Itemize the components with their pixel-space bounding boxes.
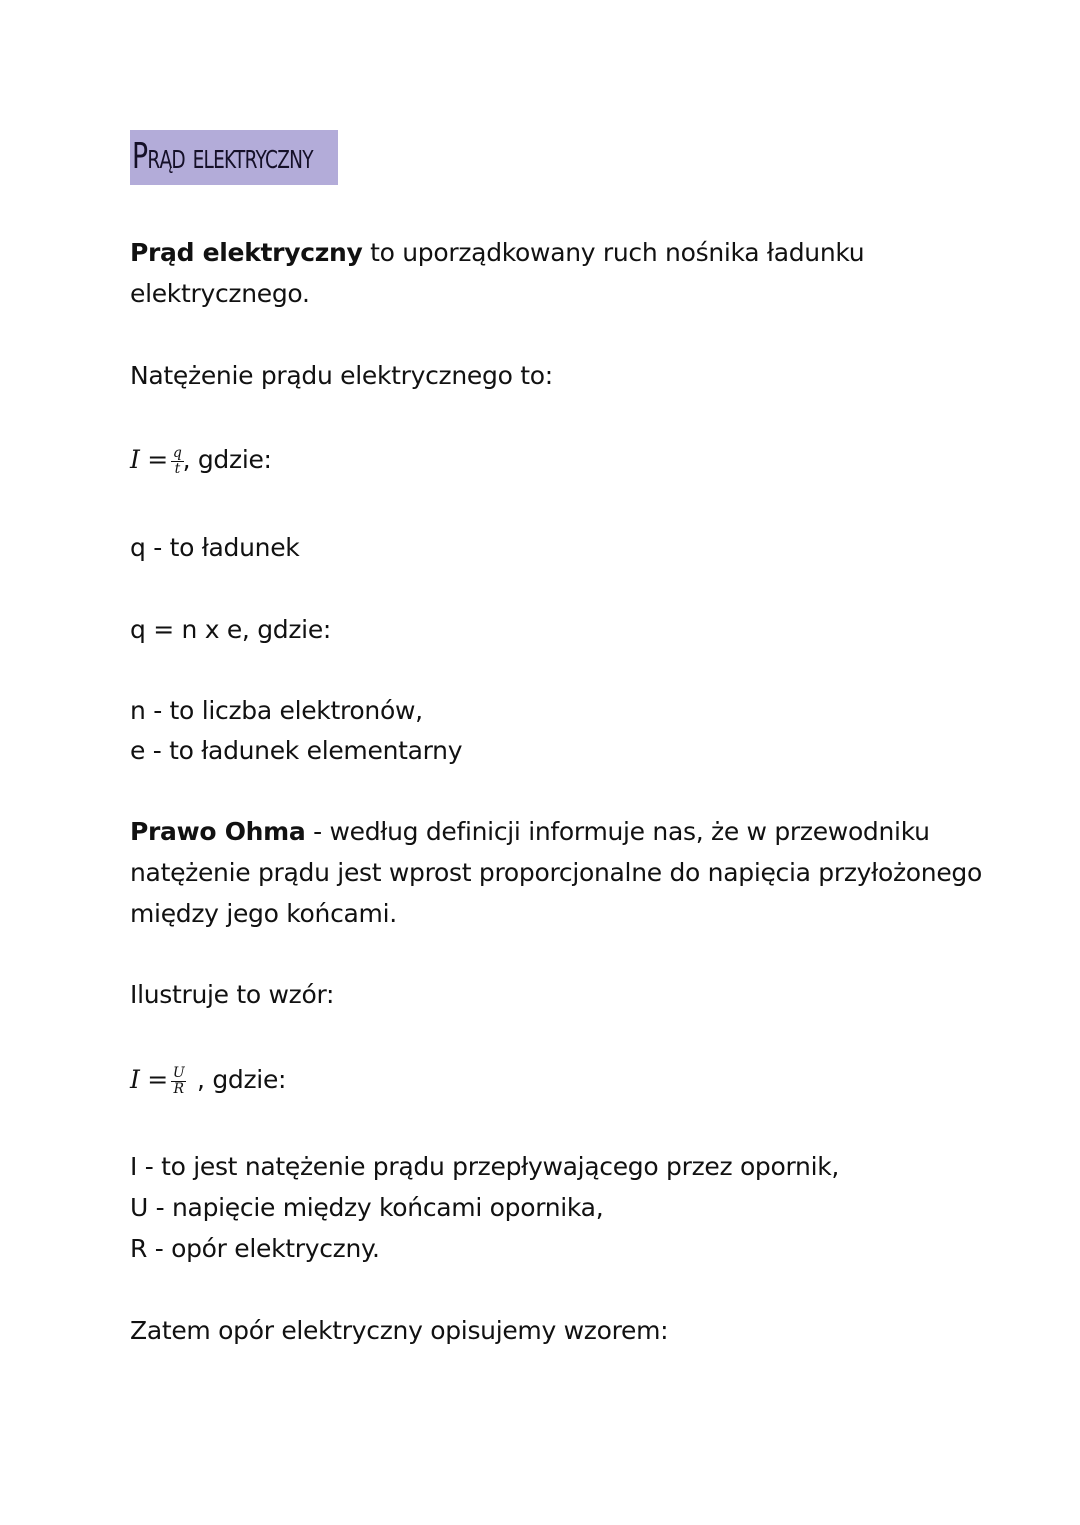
denominator: t [174,460,180,477]
page-title-highlight [130,130,338,185]
text-line: I - to jest natężenie prądu przepływającego przez opornik, [130,1152,840,1181]
formula-ohm [130,1065,286,1097]
text-line: Natężenie prądu elektrycznego to: [130,361,553,390]
math-eq: = [147,1065,168,1094]
paragraph-ohm [130,817,930,847]
text-line: U - napięcie między końcami opornika, [130,1193,604,1222]
text-line: q = n x e, gdzie: [130,615,332,644]
formula-current [130,445,272,477]
page-title: Prąd elektryczny [132,136,313,177]
text: to uporządkowany ruch nośnika ładunku [362,238,865,267]
paragraph-definition [130,238,864,268]
text: , gdzie: [182,445,272,474]
text-line: R - opór elektryczny. [130,1234,380,1263]
math-lhs: I [130,445,140,474]
term-bold: Prąd elektryczny [130,238,363,267]
numerator: q [172,444,182,461]
fraction [171,1066,187,1097]
text-line: Zatem opór elektryczny opisujemy wzorem: [130,1316,669,1345]
text-line: Ilustruje to wzór: [130,980,335,1009]
text: , gdzie: [189,1065,287,1094]
numerator: U [172,1064,185,1081]
term-bold: Prawo Ohma [130,817,306,846]
fraction [171,446,184,477]
math-lhs: I [130,1065,140,1094]
text-line: e - to ładunek elementarny [130,736,463,765]
text-line: elektrycznego. [130,279,310,308]
denominator: R [173,1080,184,1097]
text-line: q - to ładunek [130,533,300,562]
text-line: n - to liczba elektronów, [130,696,423,725]
math-eq: = [147,445,168,474]
text: - według definicji informuje nas, że w przewodniku [305,817,930,846]
text-line: natężenie prądu jest wprost proporcjonalne do napięcia przyłożonego [130,858,982,887]
text-line: między jego końcami. [130,899,397,928]
